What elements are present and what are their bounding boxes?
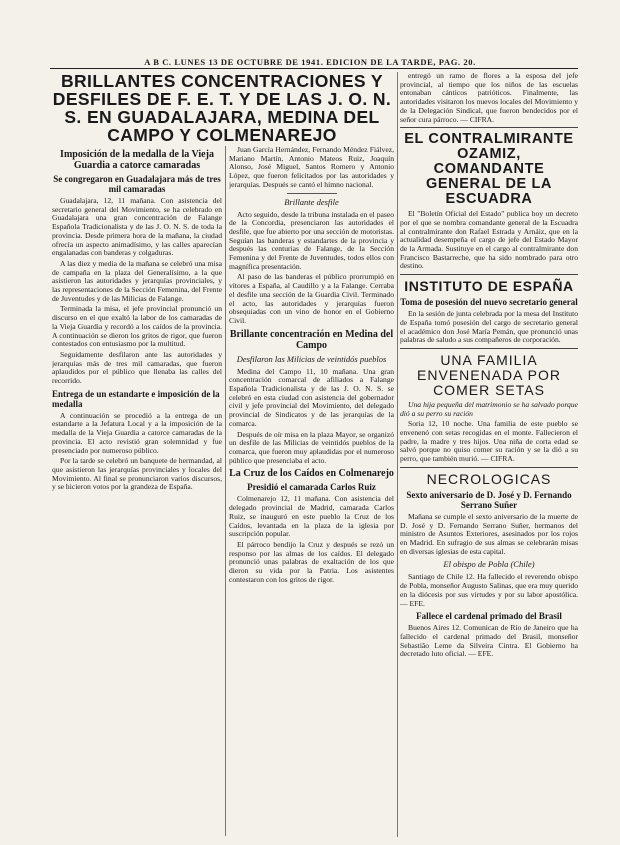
col1-paragraph: A continuación se procedió a la entrega de un estandarte a la Jefatura Local y a la imposición de la medalla de la Vieja Guardia a catorce camaradas de la provincia. El acto revistió gran solemnidad y fue presenciado por numeroso público. <box>52 410 222 455</box>
col3-subhead-5: El obispo de Pobla (Chile) <box>443 559 535 570</box>
header-rule <box>50 68 578 69</box>
col1-paragraph: Terminada la misa, el jefe provincial pronunció un discurso en el que exaltó la labor de los camaradas de la Vieja Guardia y recordó a los caídos de la provincia. A continuación se dieron los gritos de rigor, que fueron contestados con entusiasmo por la multitud. <box>52 304 222 349</box>
col1-paragraph: Seguidamente desfilaron ante las autoridades y jerarquías más de tres mil camaradas, que fueron aplaudidos por el público que llenaba las calles del recorrido. <box>52 349 222 386</box>
col3-paragraph: Santiago de Chile 12. Ha fallecido el reverendo obispo de Pobla, monseñor Augusto Salinas, que era muy querido en la diócesis por sus virtudes y por su labor apostólica. — EFE. <box>400 572 578 608</box>
col2-paragraph: Al paso de las banderas el público prorrumpió en vítores a España, al Caudillo y a la Falange. Cerraba el desfile una sección de la Guardia Civil. Terminado el acto, las autoridades y jerarquías fueron obsequiadas con un vino de honor en el Gobierno Civil. <box>229 272 394 325</box>
col3-paragraph: Soria 12, 10 noche. Una familia de este pueblo se envenenó con setas recogidas en el monte. Fallecieron el padre, la madre y tres hijos. Una niña de corta edad se salvó porque no quiso comer su ración y se la dió a su perro, que también murió. — CIFRA. <box>400 419 578 464</box>
col1-paragraph: A las diez y media de la mañana se celebró una misa de campaña en la plaza del Generalísimo, a la que asistieron las autoridades y jerarquías provinciales, y las representaciones de la Sección Femenina, del Frente de Juventudes y de las Milicias de Falange. <box>52 258 222 303</box>
column-divider <box>225 146 226 836</box>
col2-subhead-3b: Presidió el camarada Carlos Ruiz <box>247 482 376 493</box>
col2-paragraph: El párroco bendijo la Cruz y después se rezó un responso por las almas de los caídos. El delegado pronunció unas palabras de exaltación de los que dieron su vida por la Patria. Los asistentes contestaron con los gritos de rigor. <box>229 539 394 584</box>
column-1 <box>52 146 222 836</box>
col2-subhead-2b: Desfilaron las Milicias de veintidós pueblos <box>236 353 387 364</box>
separator <box>287 193 337 194</box>
col2-paragraph: Colmenarejo 12, 11 mañana. Con asistencia del delegado provincial de Madrid, camarada Carlos Ruiz, se inauguró en este pueblo la Cruz de los Caídos, levantada en la plaza de la iglesia por suscripción popular. <box>229 494 394 539</box>
col3-headline-1: EL CONTRALMIRANTE OZAMIZ, COMANDANTE GENERAL DE LA ESCUADRA <box>404 131 574 208</box>
col3-paragraph: En la sesión de junta celebrada por la mesa del Instituto de España tomó posesión del cargo de secretario general el académico don José María Pemán, que pronunció unas palabras de saludo a sus compañeros de corporación. <box>400 309 578 345</box>
main-headline: BRILLANTES CONCENTRACIONES Y DESFILES DE F. E. T. Y DE LAS J. O. N. S. EN GUADALAJARA, MEDINA DEL CAMPO Y COLMENAREJO <box>52 71 392 145</box>
col3-subhead-4: Sexto aniversario de D. José y D. Fernando Serrano Suñer <box>406 489 572 510</box>
col2-paragraph: Juan García Hernández, Fernando Méndez Fiálvez, Mariano Martín, Antonio Mateos Ruiz, Joaquín Alonso, José Miguel, Santos Romero y Antonio López, que fueron felicitados por las autoridades y jerarquías. Después se cantó el himno nacional. <box>229 146 394 189</box>
col3-headline-3: UNA FAMILIA ENVENENADA POR COMER SETAS <box>417 351 561 398</box>
col1-paragraph: Por la tarde se celebró un banquete de hermandad, al que asistieron las jerarquías provinciales y locales del Movimiento. Al final se pronunciaron varios discursos, y se hicieron votos por la grandeza de España. <box>52 456 222 492</box>
col1-subhead-3: Entrega de un estandarte e imposición de la medalla <box>52 388 220 409</box>
separator <box>400 274 578 275</box>
col2-subhead: Brillante desfile <box>284 196 339 207</box>
col1-subhead-2: Se congregaron en Guadalajara más de tres mil camaradas <box>53 174 221 194</box>
col3-headline-4: NECROLOGICAS <box>426 470 552 487</box>
separator <box>400 348 578 349</box>
col3-subhead-6: Fallece el cardenal primado del Brasil <box>416 611 562 622</box>
col2-paragraph: Después de oír misa en la plaza Mayor, se organizó un desfile de las Milicias de veintidós pueblos de la comarca, que fueron muy aplaudidas por el numeroso público que presenciaba el acto. <box>229 429 394 465</box>
column-3 <box>400 72 578 837</box>
col3-headline-2: INSTITUTO DE ESPAÑA <box>404 278 574 295</box>
col3-paragraph: Una hija pequeña del matrimonio se ha salvado porque dió a su perro su ración <box>400 399 578 418</box>
col2-paragraph: Medina del Campo 11, 10 mañana. Una gran concentración comarcal de afiliados a Falange Española Tradicionalista y de las J. O. N. S. se celebró en esta ciudad con asistencia del gobernador civil y jefe provincial del Movimiento, del delegado provincial de Sindicatos y de las jerarquías de la comarca. <box>229 366 394 428</box>
col3-paragraph: El "Boletín Oficial del Estado" publica hoy un decreto por el que se nombra comandante general de la Escuadra al contralmirante don Rafael Estrada y Arnáiz, que en la actualidad desempeña el cargo de jefe del Estado Mayor de la Armada. Sustituye en el cargo al contralmirante don Francisco Bastarreche, que ha sido nombrado para otro destino. <box>400 209 578 271</box>
running-head: A B C. LUNES 13 DE OCTUBRE DE 1941. EDICION DE LA TARDE, PAG. 20. <box>144 57 476 67</box>
col2-subhead-2: Brillante concentración en Medina del Campo <box>229 328 394 351</box>
col3-paragraph: Buenos Aires 12. Comunican de Río de Janeiro que ha fallecido el cardenal primado del Brasil, monseñor Sebastião Leme da Silveira Cintra. El Gobierno ha decretado luto oficial. — EFE. <box>400 623 578 659</box>
col3-paragraph: Mañana se cumple el sexto aniversario de la muerte de D. José y D. Fernando Serrano Suñer, hermanos del ministro de Asuntos Exteriores, asesinados por los rojos en Madrid. En sufragio de sus almas se celebrarán misas en diversas iglesias de esta capital. <box>400 511 578 556</box>
separator <box>400 467 578 468</box>
col3-paragraph: entregó un ramo de flores a la esposa del jefe provincial, al tiempo que los niños de las escuelas entonaban cánticos patrióticos. Finalmente, las autoridades visitaron los nuevos locales del Movimiento y de la Delegación Sindical, que fueron bendecidos por el señor cura párroco. — CIFRA. <box>400 72 578 124</box>
col2-paragraph: Acto seguido, desde la tribuna instalada en el paseo de la Concordia, presenciaron las autoridades el desfile, que fue abierto por una sección de motoristas. Seguían las banderas y estandartes de la provincia y después las centurias de Falange, de la Sección Femenina y del Frente de Juventudes, todos ellos con magnífica presentación. <box>229 209 394 271</box>
separator <box>400 127 578 128</box>
col1-subhead: Imposición de la medalla de la Vieja Guardia a catorce camaradas <box>60 149 214 171</box>
col2-subhead-3: La Cruz de los Caídos en Colmenarejo <box>229 468 394 480</box>
col3-subhead-2: Toma de posesión del nuevo secretario general <box>400 297 578 308</box>
col1-paragraph: Guadalajara, 12, 11 mañana. Con asistencia del secretario general del Movimiento, se ha celebrado en Guadalajara una gran concentración de Falange Española Tradicionalista y de las J. O. N. S. de toda la provincia. Desde primera hora de la mañana, la ciudad ofrecía un aspecto animadísimo, y las calles aparecían engalanadas con banderas y colgaduras. <box>52 196 222 258</box>
column-2 <box>229 146 394 836</box>
column-divider <box>397 72 398 837</box>
